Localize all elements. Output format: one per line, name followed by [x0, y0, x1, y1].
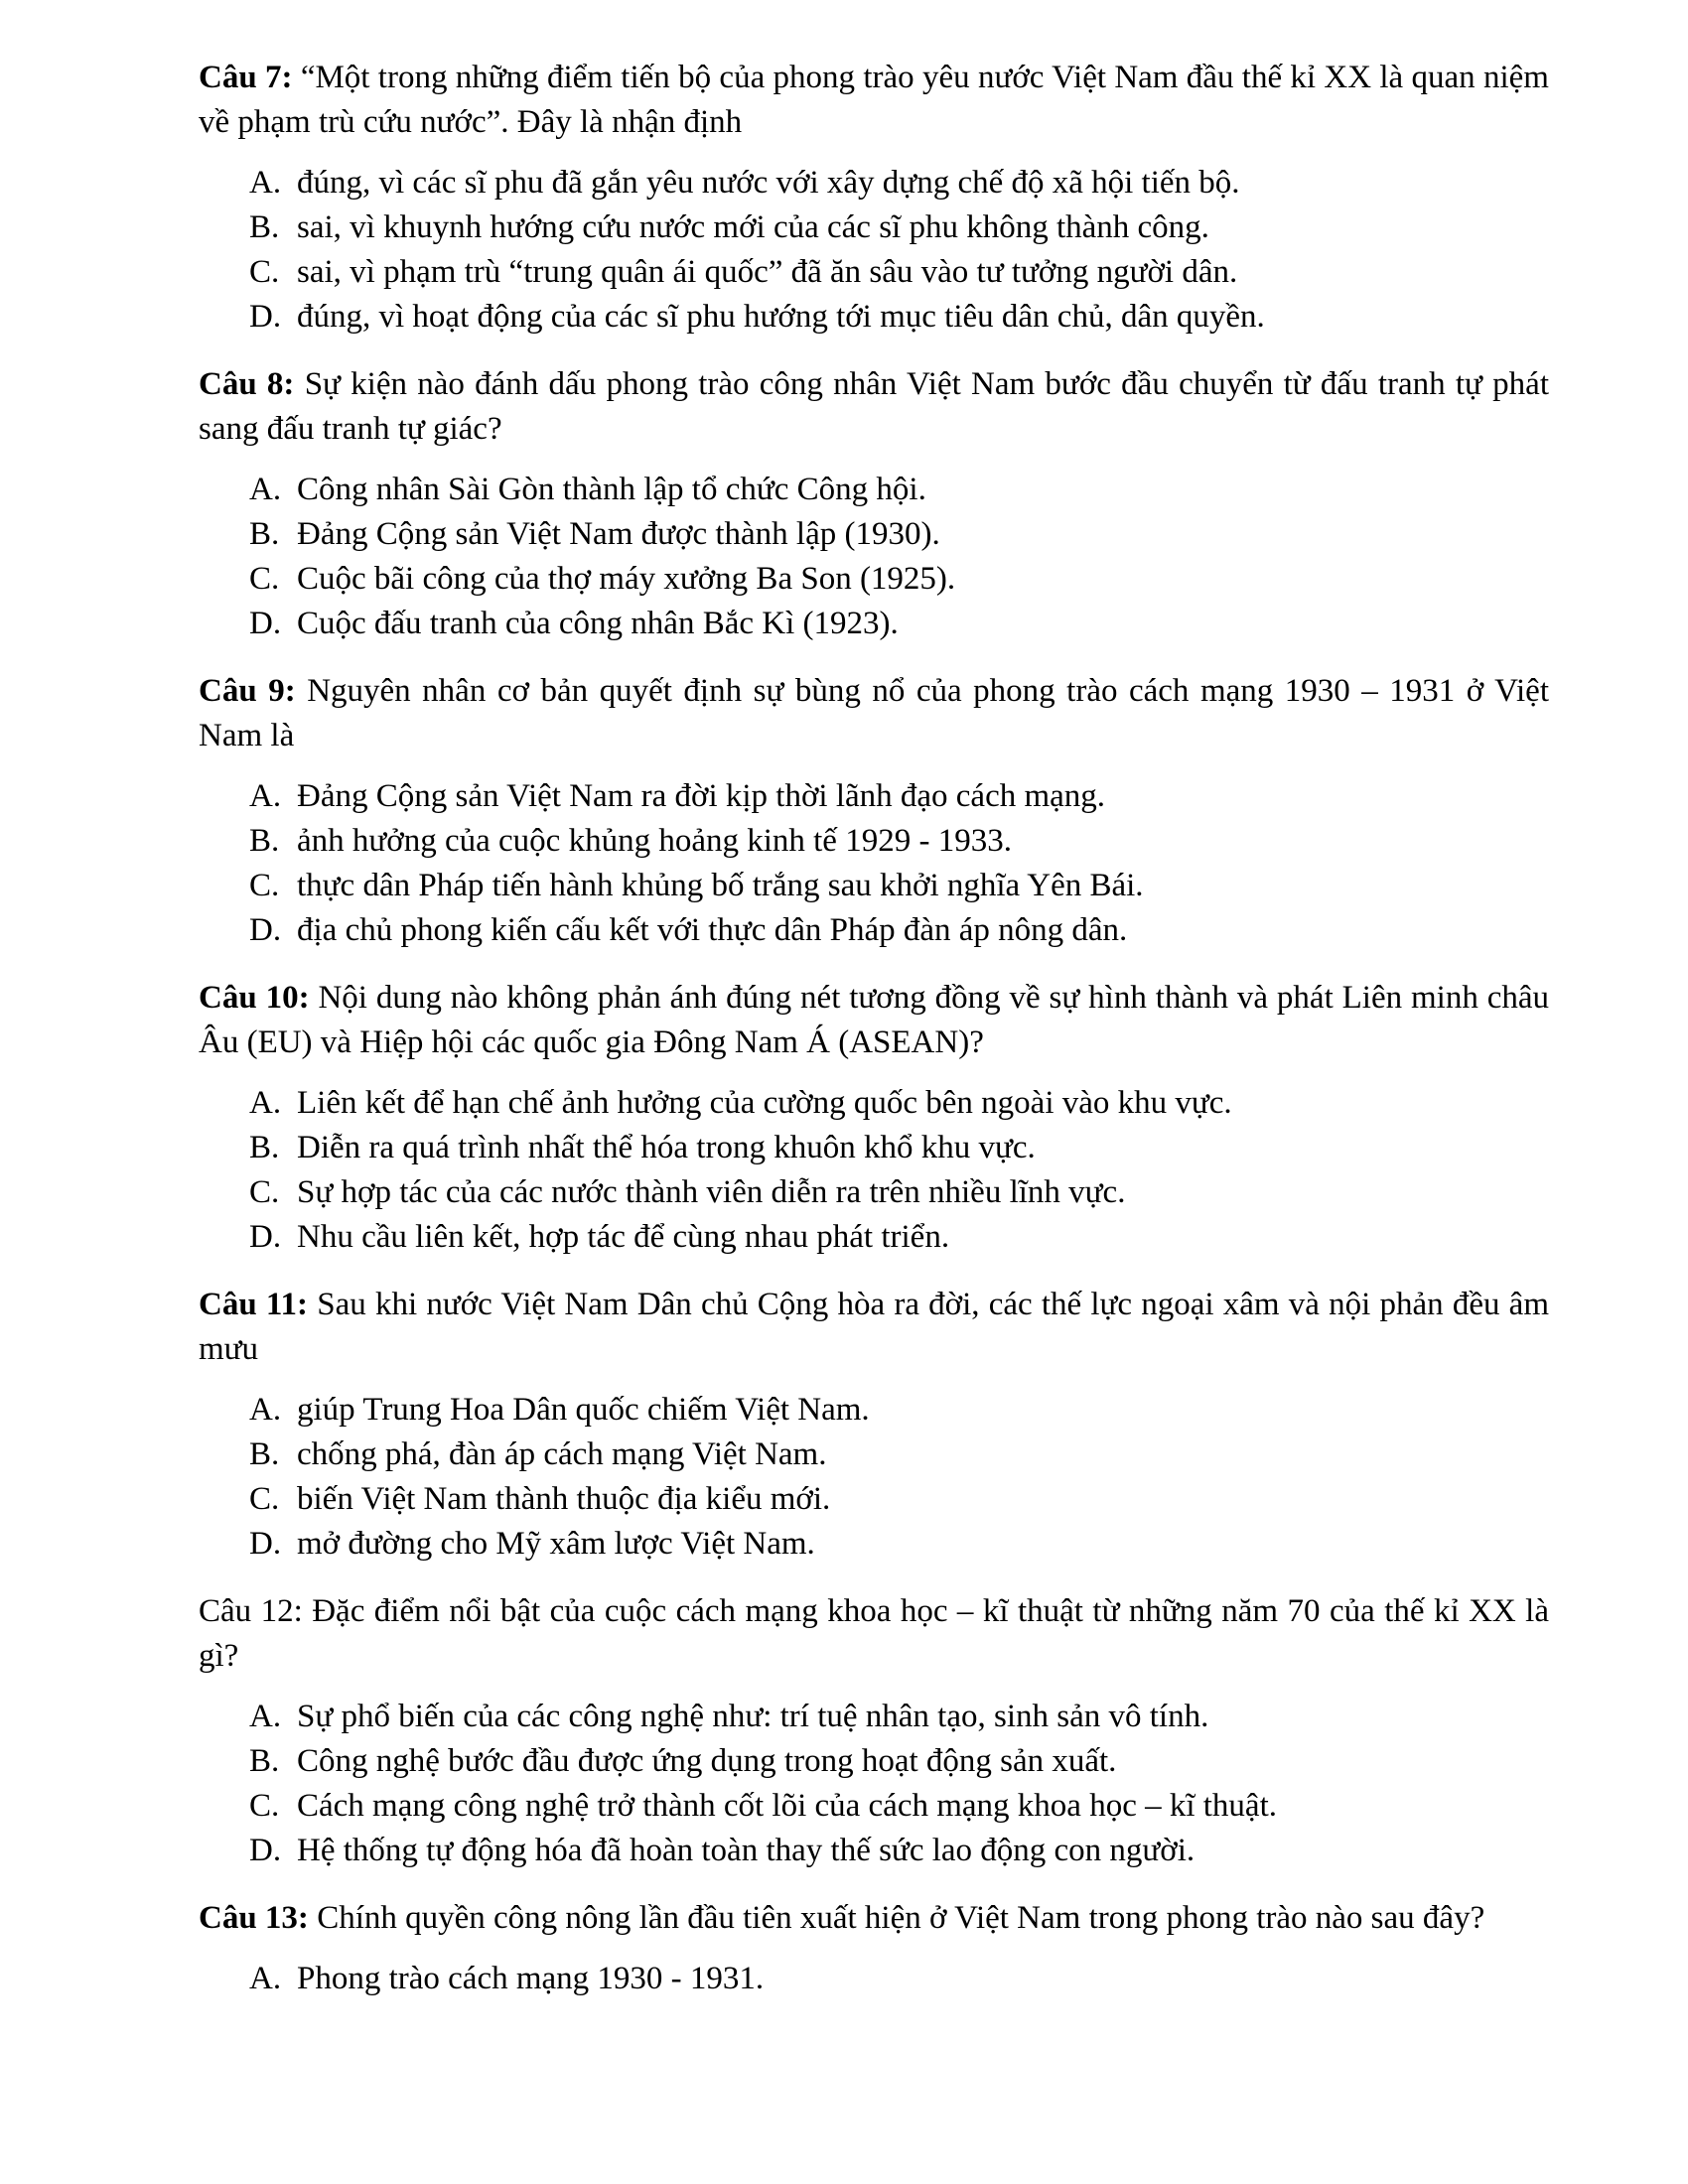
question-label: Câu 13: — [199, 1900, 309, 1936]
option-letter: C. — [249, 561, 280, 597]
option-text: giúp Trung Hoa Dân quốc chiếm Việt Nam. — [297, 1392, 870, 1428]
question-label: Câu 11: — [199, 1287, 309, 1322]
option-letter: B. — [249, 1743, 280, 1779]
answer-options — [199, 1081, 1549, 1260]
option-letter: A. — [249, 472, 282, 507]
question-text: Đặc điểm nổi bật của cuộc cách mạng khoa học – kĩ thuật từ những năm 70 của thế kỉ XX là gì? — [199, 1593, 1549, 1674]
question-label: Câu 7: — [199, 60, 293, 95]
option-text: địa chủ phong kiến cấu kết với thực dân Pháp đàn áp nông dân. — [297, 912, 1128, 948]
option-letter: C. — [249, 254, 280, 290]
option-letter: A. — [249, 778, 282, 814]
option-letter: A. — [249, 1699, 282, 1734]
question-stem — [199, 976, 1549, 1065]
question-7 — [199, 56, 1549, 340]
option-text: Công nhân Sài Gòn thành lập tổ chức Công hội. — [297, 472, 926, 507]
option-text: sai, vì phạm trù “trung quân ái quốc” đã ăn sâu vào tư tưởng người dân. — [297, 254, 1238, 290]
answer-option-c — [249, 1477, 1549, 1522]
answer-option-a — [249, 1695, 1549, 1739]
option-text: sai, vì khuynh hướng cứu nước mới của các sĩ phu không thành công. — [297, 209, 1209, 245]
option-text: Nhu cầu liên kết, hợp tác để cùng nhau phát triển. — [297, 1219, 950, 1255]
option-text: Diễn ra quá trình nhất thể hóa trong khuôn khổ khu vực. — [297, 1130, 1036, 1165]
question-text: Chính quyền công nông lần đầu tiên xuất hiện ở Việt Nam trong phong trào nào sau đây? — [308, 1900, 1485, 1936]
question-text: Nguyên nhân cơ bản quyết định sự bùng nổ của phong trào cách mạng 1930 – 1931 ở Việt Nam là — [199, 673, 1549, 753]
option-letter: D. — [249, 606, 282, 641]
option-letter: A. — [249, 1961, 282, 1996]
answer-option-b — [249, 1433, 1549, 1477]
answer-option-d — [249, 602, 1549, 646]
option-text: đúng, vì các sĩ phu đã gắn yêu nước với xây dựng chế độ xã hội tiến bộ. — [297, 165, 1240, 201]
question-12 — [199, 1589, 1549, 1873]
answer-option-d — [249, 295, 1549, 340]
question-stem — [199, 1283, 1549, 1372]
option-letter: D. — [249, 299, 282, 335]
option-letter: B. — [249, 823, 280, 859]
question-label: Câu 9: — [199, 673, 296, 709]
option-letter: C. — [249, 1788, 280, 1824]
answer-option-c — [249, 1784, 1549, 1829]
option-letter: B. — [249, 209, 280, 245]
option-text: đúng, vì hoạt động của các sĩ phu hướng tới mục tiêu dân chủ, dân quyền. — [297, 299, 1265, 335]
option-text: Cuộc bãi công của thợ máy xưởng Ba Son (1925). — [297, 561, 956, 597]
answer-option-a — [249, 774, 1549, 819]
answer-option-a — [249, 1388, 1549, 1433]
answer-option-c — [249, 1170, 1549, 1215]
question-label: Câu 8: — [199, 366, 295, 402]
question-text: Nội dung nào không phản ánh đúng nét tương đồng về sự hình thành và phát Liên minh châu Âu (EU) và Hiệp hội các quốc gia Đông Nam Á (ASEAN)? — [199, 980, 1549, 1060]
option-text: Hệ thống tự động hóa đã hoàn toàn thay thế sức lao động con người. — [297, 1833, 1196, 1868]
answer-option-b — [249, 205, 1549, 250]
question-9 — [199, 669, 1549, 953]
question-label: Câu 10: — [199, 980, 310, 1016]
answer-options — [199, 1695, 1549, 1873]
answer-options — [199, 161, 1549, 340]
question-11 — [199, 1283, 1549, 1567]
answer-option-a — [249, 1081, 1549, 1126]
answer-option-a — [249, 161, 1549, 205]
option-letter: D. — [249, 1219, 282, 1255]
question-stem — [199, 56, 1549, 145]
option-text: Sự hợp tác của các nước thành viên diễn ra trên nhiều lĩnh vực. — [297, 1174, 1126, 1210]
option-text: ảnh hưởng của cuộc khủng hoảng kinh tế 1929 - 1933. — [297, 823, 1012, 859]
option-letter: B. — [249, 1436, 280, 1472]
answer-option-a — [249, 1957, 1549, 2001]
option-letter: A. — [249, 1392, 282, 1428]
answer-option-c — [249, 250, 1549, 295]
option-text: Cách mạng công nghệ trở thành cốt lõi của cách mạng khoa học – kĩ thuật. — [297, 1788, 1277, 1824]
question-8 — [199, 362, 1549, 646]
question-stem — [199, 669, 1549, 758]
answer-options — [199, 1957, 1549, 2001]
answer-options — [199, 468, 1549, 646]
option-letter: D. — [249, 1526, 282, 1562]
question-stem — [199, 1896, 1549, 1941]
answer-option-c — [249, 864, 1549, 908]
answer-option-b — [249, 1739, 1549, 1784]
option-letter: B. — [249, 1130, 280, 1165]
option-letter: D. — [249, 912, 282, 948]
option-text: Công nghệ bước đầu được ứng dụng trong hoạt động sản xuất. — [297, 1743, 1117, 1779]
question-10 — [199, 976, 1549, 1260]
option-text: Liên kết để hạn chế ảnh hưởng của cường quốc bên ngoài vào khu vực. — [297, 1085, 1232, 1121]
question-13 — [199, 1896, 1549, 2001]
answer-option-d — [249, 1829, 1549, 1873]
answer-options — [199, 1388, 1549, 1567]
answer-option-b — [249, 1126, 1549, 1170]
answer-option-d — [249, 1522, 1549, 1567]
option-text: Đảng Cộng sản Việt Nam ra đời kịp thời lãnh đạo cách mạng. — [297, 778, 1106, 814]
option-text: mở đường cho Mỹ xâm lược Việt Nam. — [297, 1526, 815, 1562]
answer-option-c — [249, 557, 1549, 602]
option-text: Sự phổ biến của các công nghệ như: trí tuệ nhân tạo, sinh sản vô tính. — [297, 1699, 1209, 1734]
question-text: Sau khi nước Việt Nam Dân chủ Cộng hòa ra đời, các thế lực ngoại xâm và nội phản đều âm mưu — [199, 1287, 1550, 1367]
question-text: “Một trong những điểm tiến bộ của phong trào yêu nước Việt Nam đầu thế kỉ XX là quan niệm về phạm trù cứu nước”. Đây là nhận định — [199, 60, 1549, 140]
answer-option-a — [249, 468, 1549, 512]
option-letter: D. — [249, 1833, 282, 1868]
option-letter: C. — [249, 868, 280, 903]
answer-option-b — [249, 819, 1549, 864]
question-stem — [199, 1589, 1549, 1679]
option-text: Phong trào cách mạng 1930 - 1931. — [297, 1961, 765, 1996]
exam-page — [199, 56, 1549, 2024]
answer-options — [199, 774, 1549, 953]
answer-option-b — [249, 512, 1549, 557]
option-letter: C. — [249, 1481, 280, 1517]
option-text: biến Việt Nam thành thuộc địa kiểu mới. — [297, 1481, 831, 1517]
question-label: Câu 12: — [199, 1593, 303, 1629]
option-text: thực dân Pháp tiến hành khủng bố trắng sau khởi nghĩa Yên Bái. — [297, 868, 1144, 903]
question-stem — [199, 362, 1549, 452]
option-letter: C. — [249, 1174, 280, 1210]
answer-option-d — [249, 908, 1549, 953]
option-letter: A. — [249, 165, 282, 201]
question-text: Sự kiện nào đánh dấu phong trào công nhân Việt Nam bước đầu chuyển từ đấu tranh tự phát sang đấu tranh tự giác? — [199, 366, 1549, 447]
answer-option-d — [249, 1215, 1549, 1260]
option-text: Cuộc đấu tranh của công nhân Bắc Kì (1923). — [297, 606, 899, 641]
option-text: chống phá, đàn áp cách mạng Việt Nam. — [297, 1436, 827, 1472]
option-letter: B. — [249, 516, 280, 552]
option-letter: A. — [249, 1085, 282, 1121]
option-text: Đảng Cộng sản Việt Nam được thành lập (1930). — [297, 516, 940, 552]
